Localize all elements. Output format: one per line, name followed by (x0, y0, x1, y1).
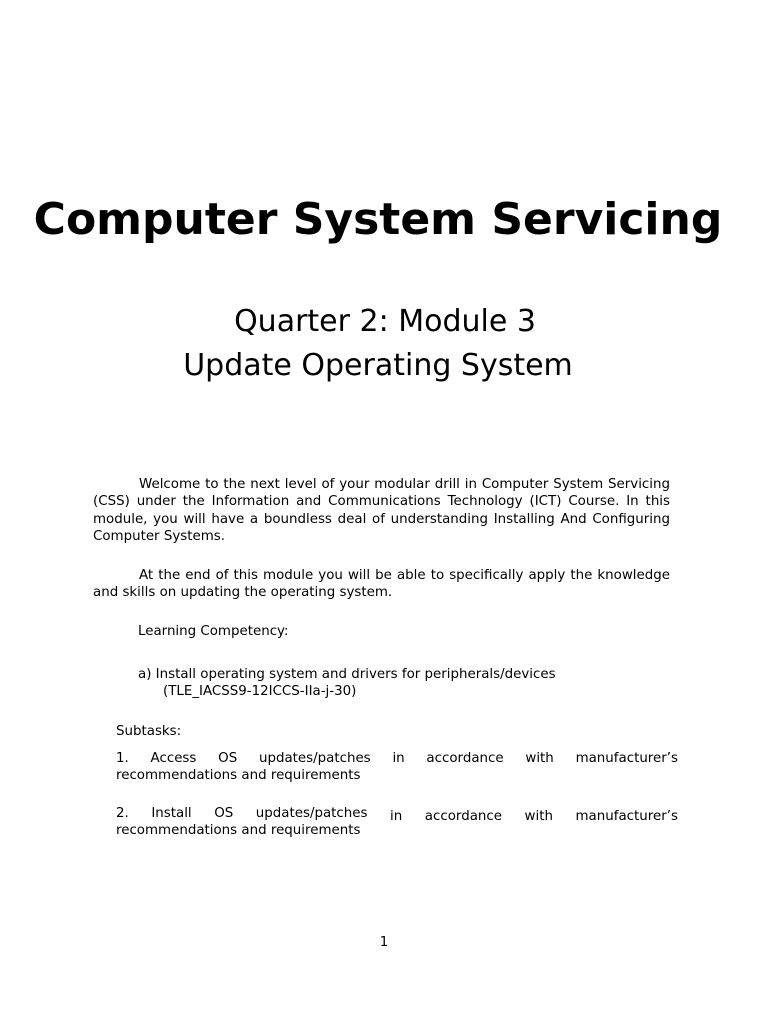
learning-competency-label: Learning Competency: (138, 624, 289, 639)
subtask-word: manufacturer’s (575, 809, 678, 824)
intro-paragraph (93, 476, 670, 545)
subtask-word: Install (151, 806, 192, 821)
subtask-word: in (392, 751, 405, 766)
subtask-line (116, 805, 678, 822)
subtask-word: accordance (426, 751, 504, 766)
competency-a-code: (TLE_IACSS9-12ICCS-IIa-j-30) (163, 684, 357, 699)
subtask-continuation: recommendations and requirements (116, 768, 361, 784)
subtask-word: OS (214, 806, 234, 821)
subtask-continuation: recommendations and requirements (116, 823, 361, 839)
topic-subtitle: Update Operating System (183, 348, 573, 383)
subtask-word: manufacturer’s (575, 751, 678, 766)
subtask-word: with (525, 751, 554, 766)
subtask-word: updates/patches (258, 751, 371, 766)
module-subtitle: Quarter 2: Module 3 (234, 304, 536, 339)
objective-paragraph (93, 567, 670, 602)
subtask-word: with (524, 809, 553, 824)
subtask-item (116, 805, 678, 840)
document-title: Computer System Servicing (33, 194, 723, 245)
subtask-word: accordance (424, 809, 502, 824)
subtask-number: 1. (116, 751, 129, 766)
subtask-word: updates/patches (255, 806, 368, 821)
subtask-word: OS (218, 751, 238, 766)
subtask-word: Access (150, 751, 197, 766)
intro-paragraph-text: Welcome to the next level of your modular drill in Computer System Servicing (CSS) under the Information and Communications Technology (ICT) Course. In this module, you will have a boundless deal of understanding Installing And Configuring Computer Systems. (93, 477, 670, 544)
subtask-item (116, 750, 678, 785)
subtasks-label: Subtasks: (116, 724, 182, 739)
objective-paragraph-text: At the end of this module you will be able to specifically apply the knowledge and skills on updating the operating system. (93, 568, 670, 601)
competency-a-text: a) Install operating system and drivers for peripherals/devices (138, 667, 556, 682)
subtask-line (116, 750, 678, 767)
subtask-number: 2. (116, 806, 129, 821)
page-number: 1 (379, 935, 389, 950)
subtask-word: in (390, 809, 403, 824)
